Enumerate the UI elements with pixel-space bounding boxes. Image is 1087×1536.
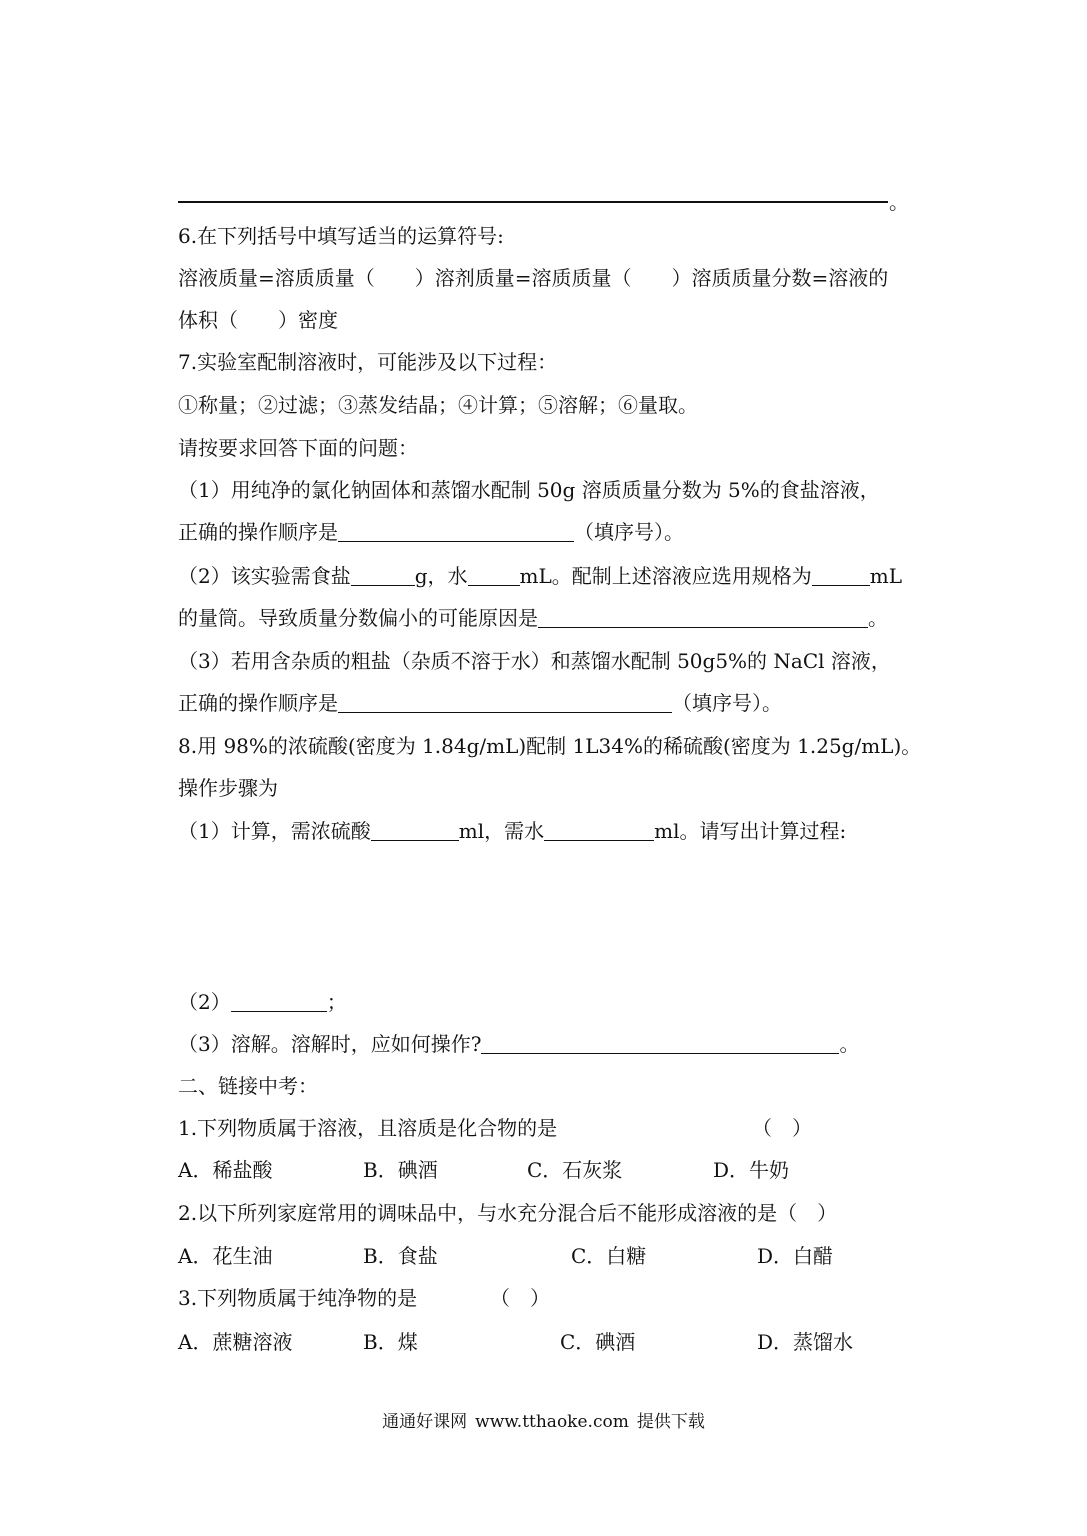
q7-part1-line2: [178, 518, 684, 546]
q8-part3-end: 。: [839, 1032, 860, 1056]
q7-part2-text-d: mL: [869, 564, 903, 588]
mc-q1-option-b[interactable]: B．碘酒: [363, 1158, 438, 1182]
q8-title: 8.用 98%的浓硫酸(密度为 1.84g/mL)配制 1L34%的稀硫酸(密度为 1.25g/mL)。: [178, 734, 922, 758]
q7-part2-line1: [178, 562, 902, 590]
q7-part2-text-c: mL。配制上述溶液应选用规格为: [519, 564, 812, 588]
mc-q3-option-d[interactable]: D．蒸馏水: [757, 1330, 854, 1354]
section2-title: 二、链接中考：: [178, 1074, 318, 1098]
q7-part3-blank[interactable]: [338, 690, 672, 713]
footer-suffix: 提供下载: [636, 1412, 705, 1432]
q8-part2-label: （2）: [178, 990, 231, 1014]
q8-part1: [178, 817, 846, 845]
answer-blank-line: [178, 201, 888, 203]
water-ml-blank[interactable]: [544, 818, 654, 841]
q7-part1-line1: （1）用纯净的氯化钠固体和蒸馏水配制 50g 溶质质量分数为 5%的食盐溶液，: [178, 478, 880, 502]
q8-part3: [178, 1030, 859, 1058]
q7-part2-text-a: （2）该实验需食盐: [178, 564, 351, 588]
footer-url[interactable]: www.tthaoke.com: [475, 1412, 629, 1432]
mc-q3-option-c[interactable]: C．碘酒: [560, 1330, 636, 1354]
q8-part2: [178, 988, 347, 1016]
salt-mass-blank[interactable]: [351, 563, 415, 586]
mc-q1-answer-paren[interactable]: （ ）: [752, 1116, 812, 1140]
mc-q2-option-c[interactable]: C．白糖: [571, 1244, 647, 1268]
q7-part2-reason-label: 的量筒。导致质量分数偏小的可能原因是: [178, 606, 538, 630]
water-volume-blank[interactable]: [468, 563, 520, 586]
q7-part2-line2: [178, 604, 888, 632]
q8-part1-text-b: ml，需水: [458, 819, 545, 843]
page-footer: [0, 1410, 1087, 1434]
mc-q2-option-b[interactable]: B．食盐: [363, 1244, 438, 1268]
cylinder-spec-blank[interactable]: [812, 563, 870, 586]
q6-line1: 溶液质量=溶质质量（ ）溶剂质量=溶质质量（ ）溶质质量分数=溶液的: [178, 266, 889, 290]
dissolve-method-blank[interactable]: [481, 1031, 839, 1054]
mc-q3-answer-paren[interactable]: （ ）: [490, 1286, 550, 1310]
mc-q2-option-d[interactable]: D．白醋: [757, 1244, 834, 1268]
q8-part1-text-c: ml。请写出计算过程:: [654, 819, 847, 843]
q7-title: 7.实验室配制溶液时，可能涉及以下过程：: [178, 350, 558, 374]
mc-q3-option-b[interactable]: B．煤: [363, 1330, 418, 1354]
q7-part2-text-b: g，水: [414, 564, 468, 588]
mc-q1-option-c[interactable]: C．石灰浆: [527, 1158, 623, 1182]
mc-q1-option-d[interactable]: D．牛奶: [713, 1158, 790, 1182]
footer-site-name: 通通好课网: [382, 1412, 468, 1432]
q8-part2-blank[interactable]: [231, 989, 327, 1012]
q8-part1-text-a: （1）计算，需浓硫酸: [178, 819, 371, 843]
q7-part3-line2: [178, 689, 782, 717]
q6-line2: 体积（ ）密度: [178, 308, 338, 332]
q7-steps: ①称量；②过滤；③蒸发结晶；④计算；⑤溶解；⑥量取。: [178, 393, 698, 417]
q7-part1-label: 正确的操作顺序是: [178, 520, 338, 544]
q6-title: 6.在下列括号中填写适当的运算符号:: [178, 224, 504, 248]
mc-q1-option-a[interactable]: A．稀盐酸: [178, 1158, 273, 1182]
q7-part1-note: （填序号）。: [574, 520, 684, 544]
q7-part3-label: 正确的操作顺序是: [178, 691, 338, 715]
q8-subtitle: 操作步骤为: [178, 776, 278, 800]
q7-prompt: 请按要求回答下面的问题：: [178, 436, 418, 460]
q8-part3-label: （3）溶解。溶解时，应如何操作?: [178, 1032, 482, 1056]
q8-part2-end: ；: [326, 990, 347, 1014]
mc-q3-text: 3.下列物质属于纯净物的是: [178, 1286, 418, 1310]
acid-volume-blank[interactable]: [371, 818, 459, 841]
q7-part1-blank[interactable]: [338, 519, 574, 542]
q7-part3-line1: （3）若用含杂质的粗盐（杂质不溶于水）和蒸馏水配制 50g5%的 NaCl 溶液，: [178, 649, 891, 673]
period-mark: 。: [889, 190, 909, 214]
reason-blank[interactable]: [538, 605, 868, 628]
mc-q3-option-a[interactable]: A．蔗糖溶液: [178, 1330, 293, 1354]
mc-q2-text: 2.以下所列家庭常用的调味品中，与水充分混合后不能形成溶液的是（ ）: [178, 1201, 838, 1225]
q7-part2-end: 。: [868, 606, 888, 630]
mc-q2-option-a[interactable]: A．花生油: [178, 1244, 273, 1268]
q7-part3-note: （填序号）。: [672, 691, 782, 715]
mc-q1-text: 1.下列物质属于溶液，且溶质是化合物的是: [178, 1116, 558, 1140]
